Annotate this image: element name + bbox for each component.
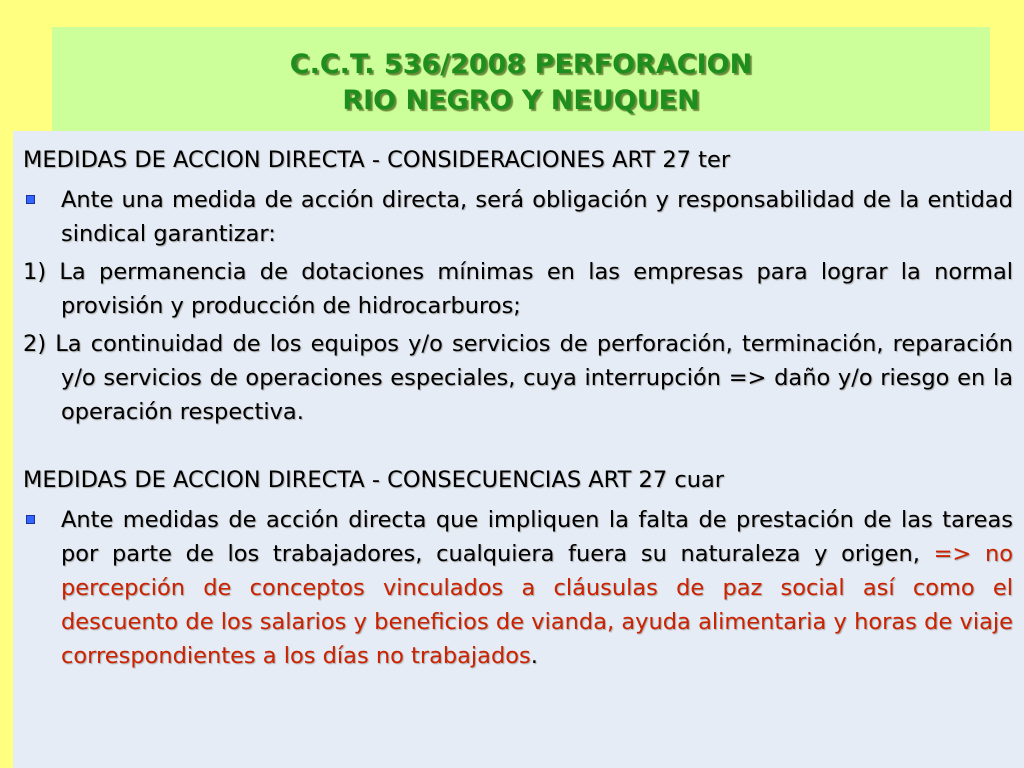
title-line-2: RIO NEGRO Y NEUQUEN — [342, 85, 700, 116]
section-heading-consequences: MEDIDAS DE ACCION DIRECTA - CONSECUENCIAS ART 27 cuar — [23, 467, 725, 493]
bullet-text-normal: Ante medidas de acción directa que impliquen la falta de prestación de las tareas por parte de los trabajadores, cualquiera fuera su naturaleza y origen, — [61, 507, 1013, 567]
slide-title — [52, 47, 990, 119]
numbered-item-2: 2) La continuidad de los equipos y/o servicios de perforación, terminación, reparación y/o servicios de operaciones especiales, cuya interrupción => daño y/o riesgo en la operación respectiva. — [23, 331, 1013, 425]
bullet-item-consequences — [23, 503, 1013, 673]
bullet-text-emphasis: => no percepción de conceptos vinculados a cláusulas de paz social así como el descuento de los salarios y beneficios de vianda, ayuda alimentaria y horas de viaje correspondientes a los días no trabajados — [61, 541, 1013, 669]
spacer — [23, 429, 1013, 463]
content-box — [13, 131, 1024, 768]
bullet-text — [61, 507, 1013, 669]
slide-content — [23, 143, 1013, 673]
bullet-text: Ante una medida de acción directa, será obligación y responsabilidad de la entidad sindical garantizar: — [61, 187, 1013, 247]
title-box — [52, 27, 990, 135]
section-heading-considerations: MEDIDAS DE ACCION DIRECTA - CONSIDERACIONES ART 27 ter — [23, 147, 731, 173]
square-bullet-icon — [26, 515, 35, 524]
bullet-text-period: . — [530, 643, 538, 669]
square-bullet-icon — [26, 195, 35, 204]
title-line-1: C.C.T. 536/2008 PERFORACION — [289, 49, 753, 80]
numbered-item-1: 1) La permanencia de dotaciones mínimas en las empresas para lograr la normal provisión y producción de hidrocarburos; — [23, 259, 1013, 319]
bullet-item-considerations — [23, 183, 1013, 251]
